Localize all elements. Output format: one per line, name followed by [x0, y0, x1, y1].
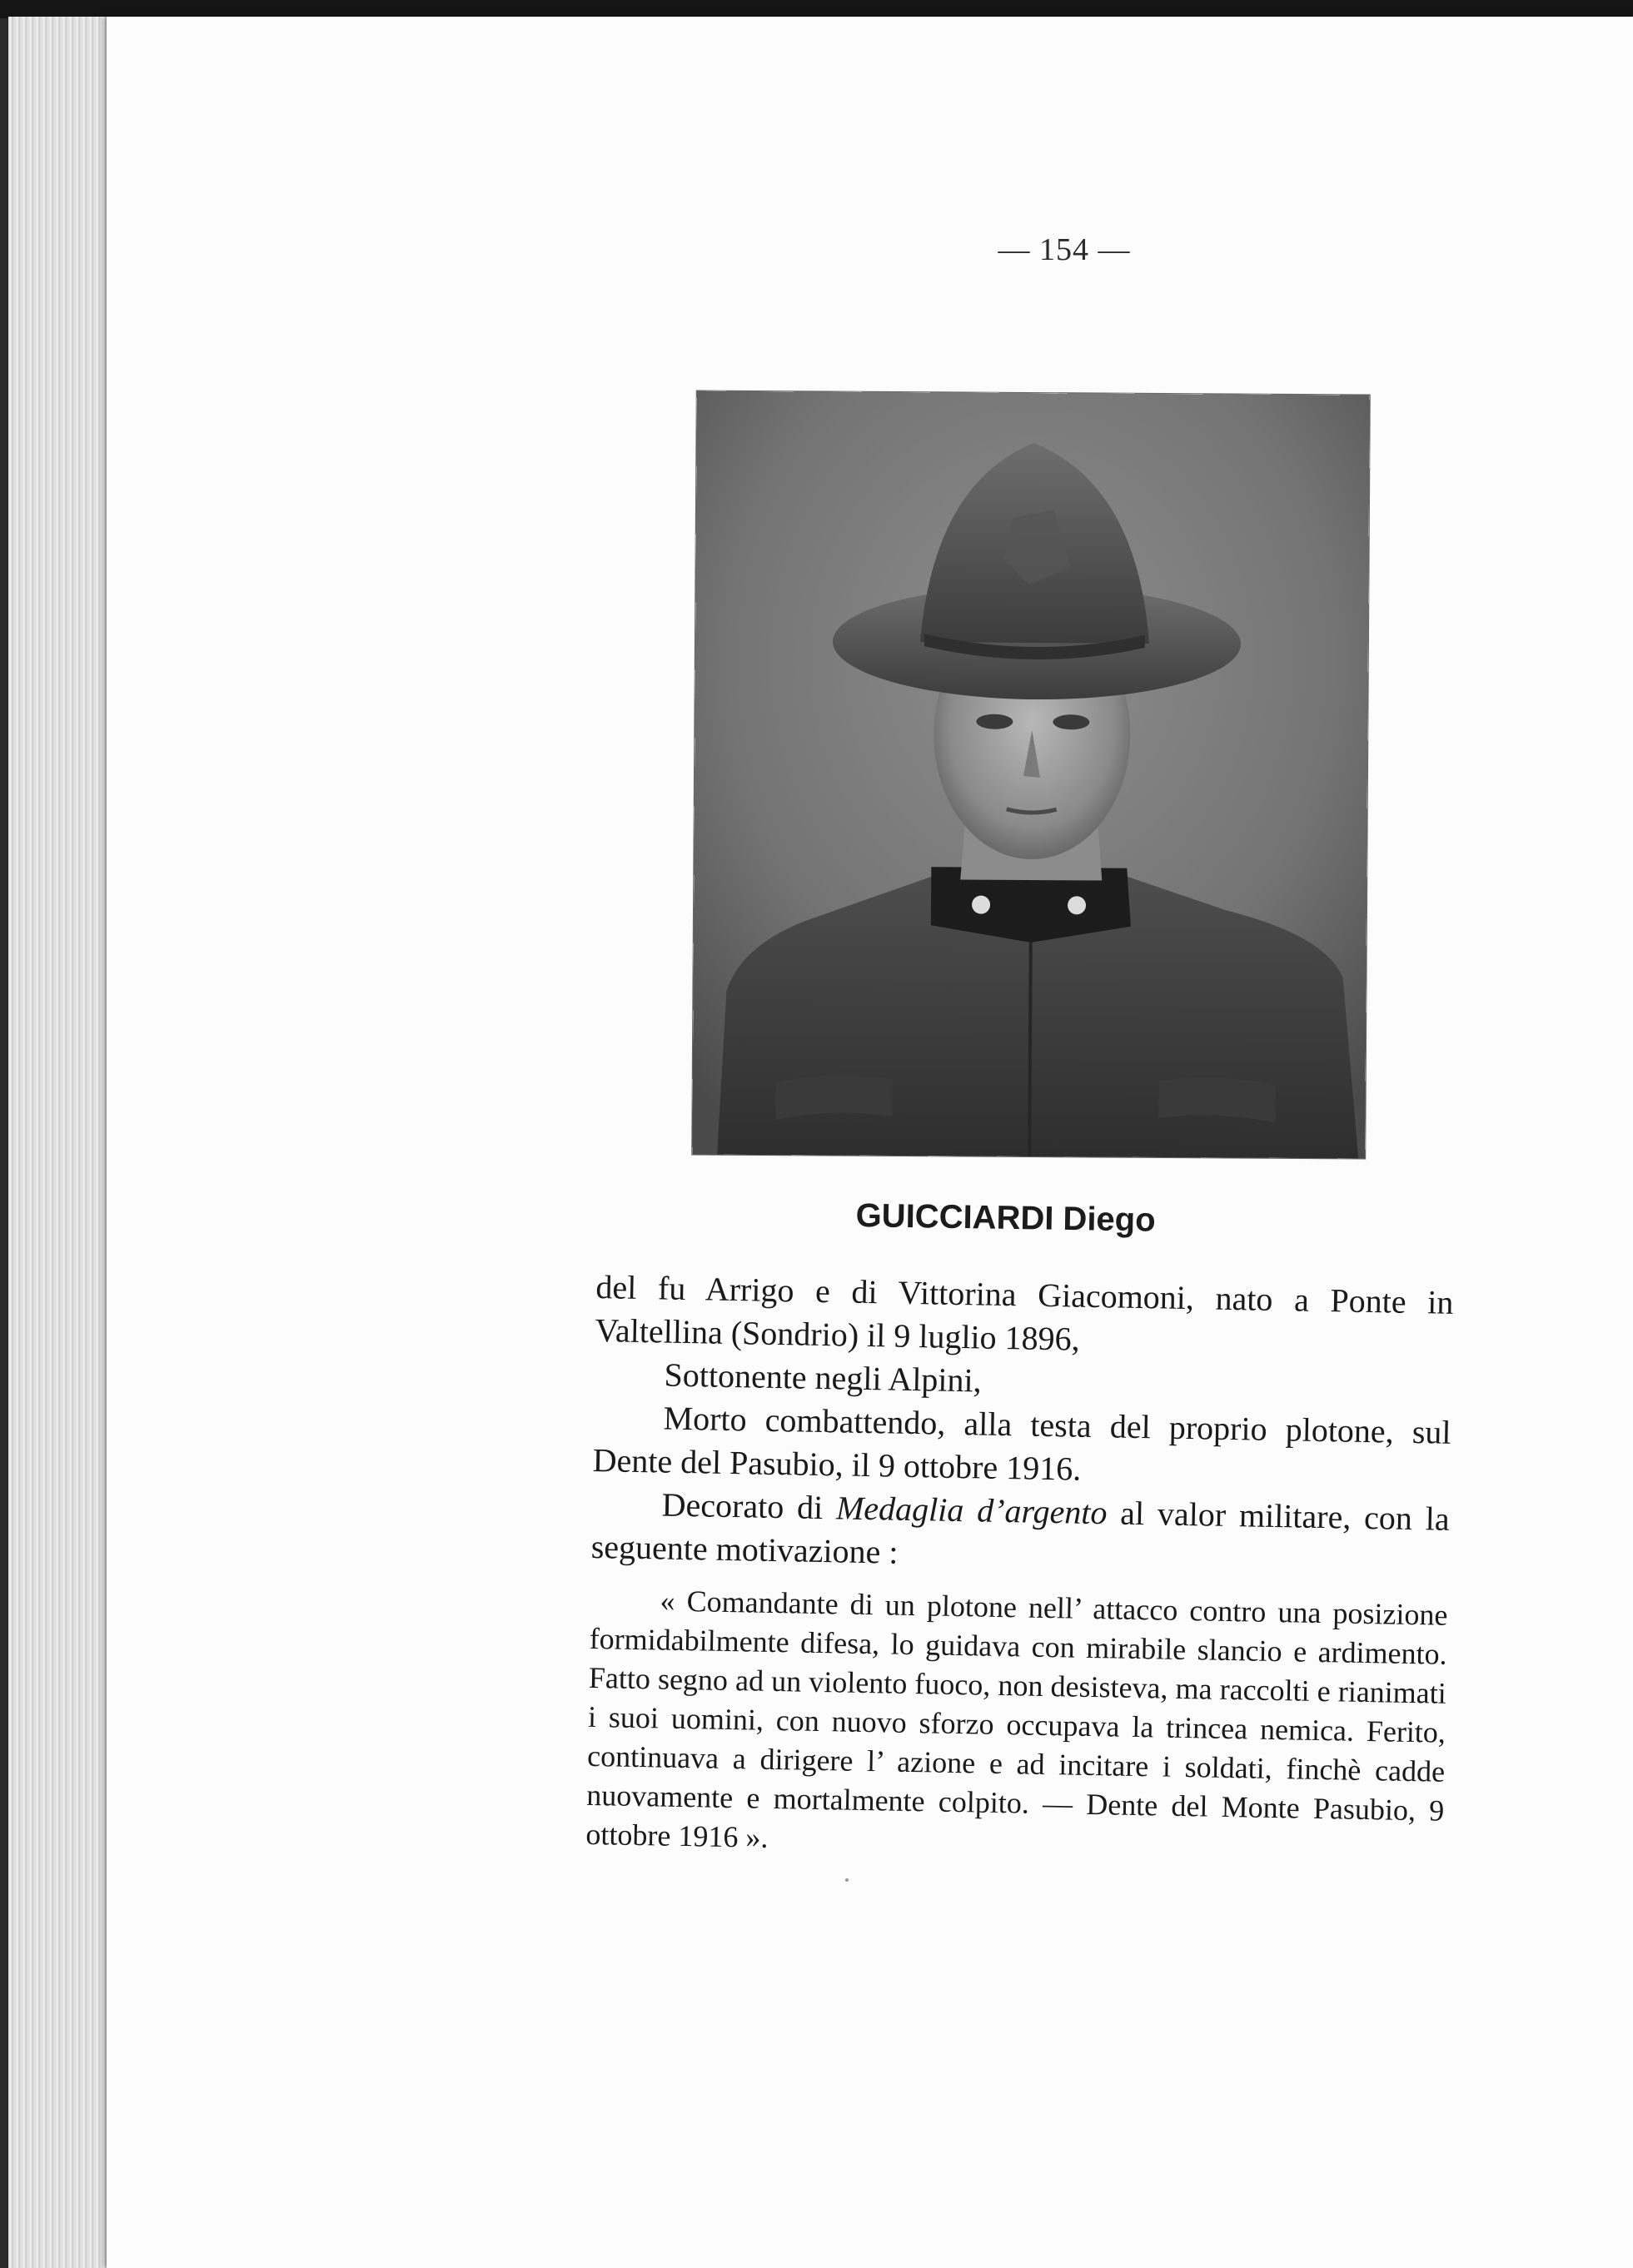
- decoration-suffix: al valor militare, con la seguente motivazione :: [590, 1494, 1451, 1571]
- medal-name: Medaglia d’argento: [835, 1489, 1108, 1532]
- portrait-photo-icon: [692, 391, 1370, 1159]
- decoration-prefix: Decorato di: [661, 1485, 824, 1527]
- scanner-edge: [0, 0, 1633, 18]
- person-name-heading: GUICCIARDI Diego: [855, 1197, 1156, 1239]
- decoration-paragraph: [590, 1482, 1450, 1584]
- death-paragraph: Morto combattendo, alla testa del proprio plotone, sul Dente del Pasubio, il 9 ottobre 1916.: [592, 1399, 1451, 1488]
- page-number: — 154 —: [998, 232, 1131, 267]
- portrait-photo: [692, 391, 1370, 1159]
- birth-paragraph: del fu Arrigo e di Vittorina Giacomoni, nato a Ponte in Valtellina (Sondrio) il 9 luglio 1896,: [595, 1267, 1454, 1358]
- rank-paragraph: Sottonente negli Alpini,: [664, 1355, 983, 1400]
- print-speck: [845, 1878, 849, 1882]
- biography-text: [585, 1266, 1453, 1900]
- book-page: [107, 17, 1633, 2268]
- motivation-quote: « Comandante di un plotone nell’ attacco contro una posizione formidabilmente difesa, lo guidava con mirabile slancio e ardimento. Fatto segno ad un violento fuoco, non desisteva, ma raccolti e rianimati i suoi uomini, con nuovo sforzo occupava la trincea nemica. Ferito, continuava a dirigere l’ azione e ad incitare i soldati, finchè cadde nuovamente e mortalmente colpito. — Dente del Monte Pasubio, 9 ottobre 1916 ».: [585, 1584, 1448, 1854]
